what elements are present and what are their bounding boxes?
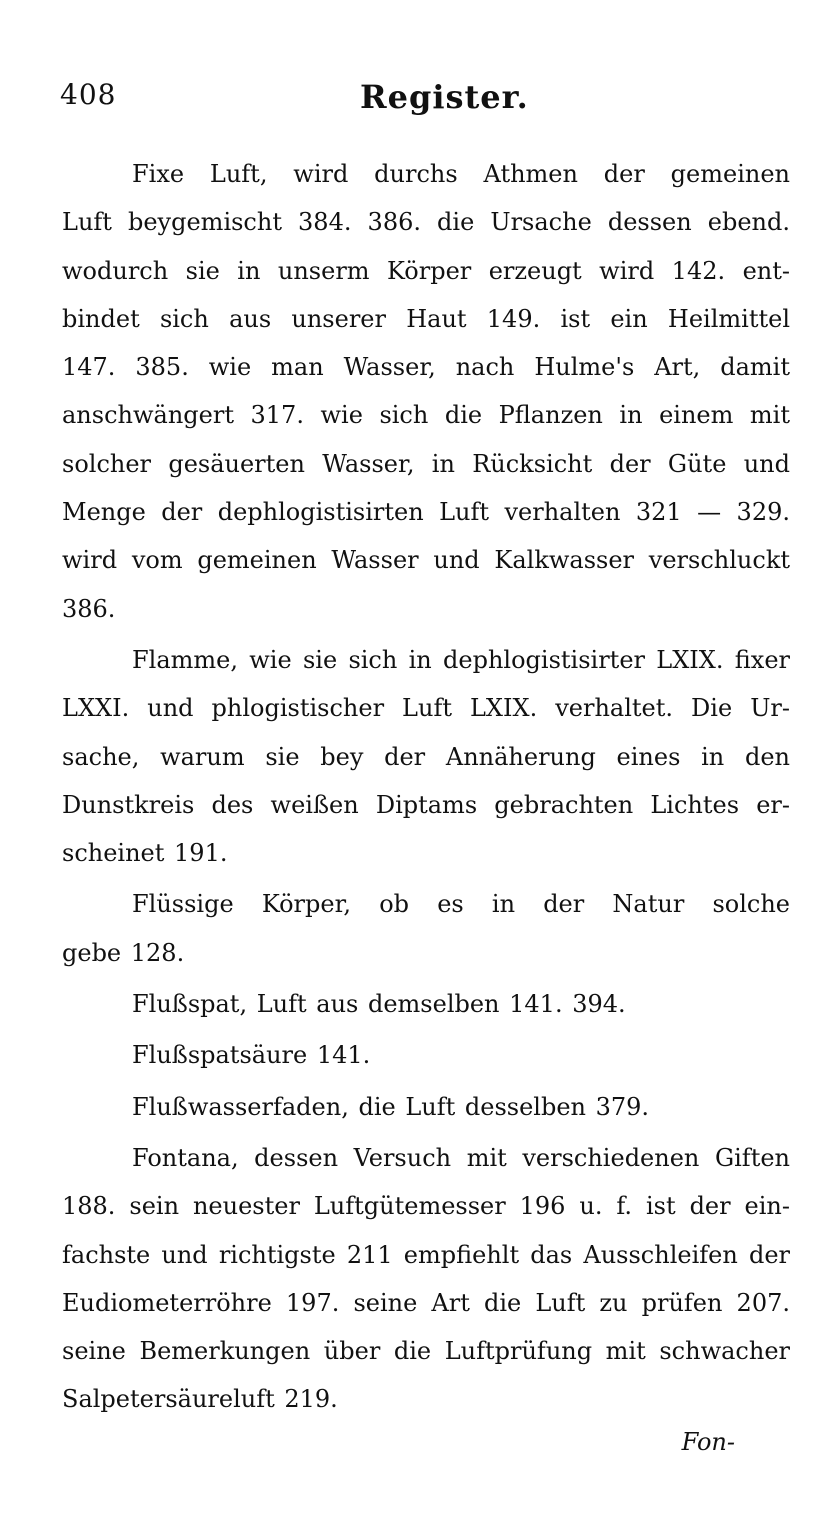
entry-line: wird vom gemeinen Wasser und Kalkwasser verschluckt <box>62 546 790 575</box>
entry-line: Luft beygemischt 384. 386. die Ursache dessen ebend. <box>62 208 790 237</box>
register-entries <box>62 150 790 1427</box>
register-entry <box>62 1134 790 1424</box>
page-header <box>60 78 790 128</box>
entry-line: Flußwasserfaden, die Luft desselben 379. <box>132 1092 650 1121</box>
entry-line: LXXI. und phlogistischer Luft LXIX. verhaltet. Die Ur- <box>62 694 790 723</box>
entry-line: Flüssige Körper, ob es in der Natur solche <box>132 890 790 919</box>
entry-line: gebe 128. <box>62 938 185 967</box>
entry-line: Fixe Luft, wird durchs Athmen der gemeinen <box>132 160 790 188</box>
entry-line: sache, warum sie bey der Annäherung eines in den <box>62 742 790 771</box>
catchword: Fon- <box>681 1428 735 1456</box>
entry-line: Flußspat, Luft aus demselben 141. 394. <box>132 990 626 1019</box>
register-entry <box>62 1083 790 1131</box>
entry-line: 147. 385. wie man Wasser, nach Hulme's Art, damit <box>62 353 790 382</box>
register-entry <box>62 150 790 633</box>
entry-line: scheinet 191. <box>62 839 228 868</box>
entry-line: 188. sein neuester Luftgütemesser 196 u. f. ist der ein- <box>62 1192 790 1221</box>
register-entry <box>62 880 790 977</box>
running-title: Register. <box>360 78 529 116</box>
entry-line: Flamme, wie sie sich in dephlogistisirter LXIX. fixer <box>132 645 790 674</box>
entry-line: Fontana, dessen Versuch mit verschiedenen Giften <box>132 1143 790 1172</box>
entry-line: wodurch sie in unserm Körper erzeugt wird 142. ent- <box>62 256 790 285</box>
register-entry <box>62 636 790 877</box>
entry-line: solcher gesäuerten Wasser, in Rücksicht der Güte und <box>62 449 790 478</box>
entry-line: fachste und richtigste 211 empfiehlt das Ausschleifen der <box>62 1240 790 1269</box>
register-entry <box>62 980 790 1028</box>
entry-line: Salpetersäureluft 219. <box>62 1385 338 1414</box>
entry-line: Menge der dephlogistisirten Luft verhalten 321 — 329. <box>62 498 790 527</box>
entry-line: 386. <box>62 594 116 623</box>
entry-line: bindet sich aus unserer Haut 149. ist ein Heilmittel <box>62 304 790 333</box>
entry-line: Flußspatsäure 141. <box>132 1041 371 1070</box>
entry-line: anschwängert 317. wie sich die Pflanzen in einem mit <box>62 401 790 430</box>
entry-line: seine Bemerkungen über die Luftprüfung mit schwacher <box>62 1337 790 1366</box>
entry-line: Dunstkreis des weißen Diptams gebrachten Lichtes er- <box>62 790 790 819</box>
entry-line: Eudiometerröhre 197. seine Art die Luft zu prüfen 207. <box>62 1288 790 1317</box>
page-number: 408 <box>60 78 117 111</box>
register-entry <box>62 1031 790 1079</box>
